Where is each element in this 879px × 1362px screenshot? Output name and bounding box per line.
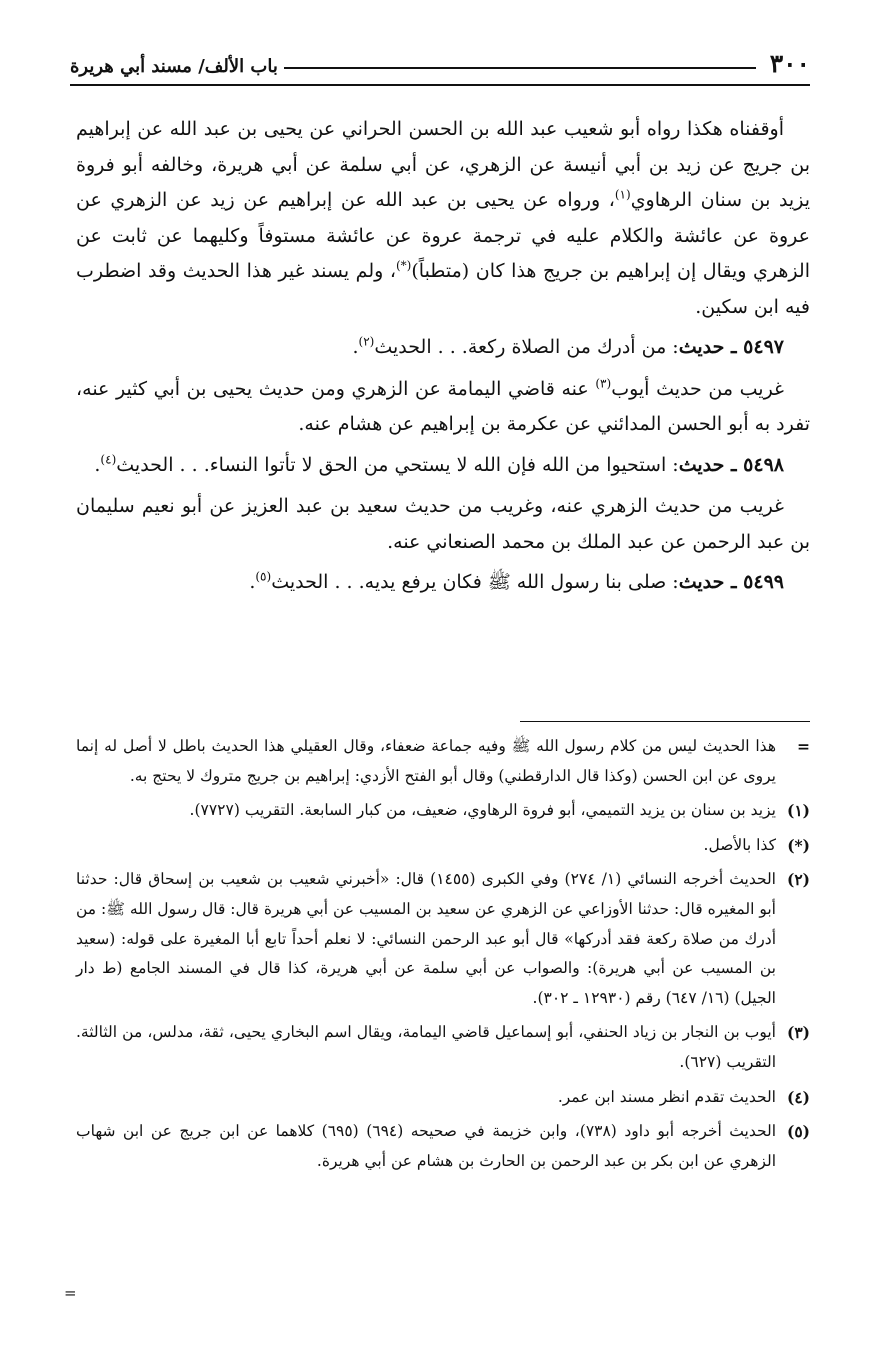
main-text (76, 112, 810, 607)
hadith-5499: ٥٤٩٩ ـ حديث: صلى بنا رسول الله ﷺ فكان يرفع يديه. . . الحديث$^{(٥)}$. (249, 569, 784, 593)
footnote-3: (٣) أيوب بن النجار بن زياد الحنفي، أبو إسماعيل قاضي اليمامة، ويقال اسم البخاري يحيى، ثقة، مدلس، من الثالثة. التقريب (٦٢٧). (76, 1023, 810, 1071)
footnote-ref-4: (٤) (100, 452, 117, 467)
footnote-ref-5: (٥) (255, 569, 272, 584)
footnote-ref-3: (٣) (595, 376, 612, 391)
running-header (70, 36, 810, 76)
footnote-star: (*) كذا بالأصل. (703, 835, 810, 855)
footnotes (76, 732, 810, 1181)
footnote-4: (٤) الحديث تقدم انظر مسند ابن عمر. (557, 1087, 810, 1107)
paragraph-2: غريب من حديث أيوب$^{(٣)}$ عنه قاضي اليمامة عن الزهري ومن حديث يحيى بن أبي كثير عنه، تفرد به أبو الحسن المدائني عن عكرمة بن إبراهيم عن هشام عنه. (76, 376, 810, 435)
paragraph-3: غريب من حديث الزهري عنه، وغريب من حديث سعيد بن عبد العزيز عن أبو نعيم سليمان بن عبد الرحمن عن عبد الملك بن محمد الصنعاني عنه. (76, 495, 810, 553)
page-number: ٣٠٠ (769, 49, 810, 78)
footnote-5: (٥) الحديث أخرجه أبو داود (٧٣٨)، وابن خزيمة في صحيحه (٦٩٤) (٦٩٥) كلاهما عن ابن جريج عن ابن شهاب الزهري عن ابن بكر بن عبد الرحمن بن الحارث بن هشام عن أبي هريرة. (76, 1122, 810, 1170)
footnote-continued: = هذا الحديث ليس من كلام رسول الله ﷺ وفيه جماعة ضعفاء، وقال العقيلي هذا الحديث باطل لا أصل له إنما يروى عن ابن الحسن (وكذا قال الدارقطني) وقال أبو الفتح الأزدي: إبراهيم بن جريج متروك لا يحتج به. (76, 737, 810, 785)
footnote-2: (٢) الحديث أخرجه النسائي (١/ ٢٧٤) وفي الكبرى (١٤٥٥) قال: «أخبرني شعيب بن شعيب بن إسحاق قال: حدثنا أبو المغيره قال: حدثنا الأوزاعي عن الزهري عن سعيد بن المسيب عن أبي هريرة قال: قال رسول الله ﷺ: من أدرك من صلاة ركعة فقد أدركها» قال أبو عبد الرحمن النسائي: لا نعلم أحداً تابع أبا المغيرة على قوله: (سعيد بن المسيب عن أبي هريرة): والصواب عن أبي سلمة عن أبي هريرة، كذا قال في المسند الجامع (ط دار الجيل) (١٦/ ٦٤٧) رقم (١٢٩٣٠ ـ ٣٠٢). (76, 870, 810, 1007)
chapter-title: باب الألف/ مسند أبي هريرة (70, 56, 278, 77)
paragraph-1: أوقفناه هكذا رواه أبو شعيب عبد الله بن الحسن الحراني عن يحيى بن عبد الله عن إبراهيم بن جريج عن زيد بن أبي أنيسة عن الزهري، عن أبي سلمة عن أبي هريرة، وخالفه أبو فروة يزيد بن سنان الرهاوي$^{(١)}$، ورواه عن يحيى بن عبد الله عن إبراهيم عن زيد عن الزهري عن عروة عن عائشة والكلام عليه في ترجمة عروة عن عائشة مستوفاً وكليهما عن ثابت عن الزهري ويقال إن إبراهيم بن جريج هذا كان (متطباً)(*)، ولم يسند غير هذا الحديث وقد اضطرب فيه ابن سكين. (76, 118, 810, 318)
footnote-separator (520, 721, 810, 722)
header-rule (284, 67, 756, 69)
header-underline (70, 84, 810, 86)
hadith-number: ٥٤٩٨ ـ حديث (678, 453, 784, 476)
hadith-5497: ٥٤٩٧ ـ حديث: من أدرك من الصلاة ركعة. . . الحديث$^{(٢)}$. (352, 334, 784, 358)
hadith-number: ٥٤٩٩ ـ حديث (678, 571, 784, 593)
hadith-number: ٥٤٩٧ ـ حديث (678, 336, 784, 358)
footnote-ref-2: (٢) (358, 334, 375, 349)
footnote-1: (١) يزيد بن سنان بن يزيد التميمي، أبو فروة الرهاوي، ضعيف، من كبار السابعة. التقريب (٧٧٢٧). (189, 801, 810, 821)
footnote-ref-star: (*) (396, 258, 412, 273)
continuation-mark: = (64, 1284, 77, 1302)
footnote-ref-1: (١) (614, 187, 631, 202)
hadith-5498: ٥٤٩٨ ـ حديث: استحيوا من الله فإن الله لا يستحي من الحق لا تأتوا النساء. . . الحديث$^{(٤)}$. (94, 452, 784, 476)
